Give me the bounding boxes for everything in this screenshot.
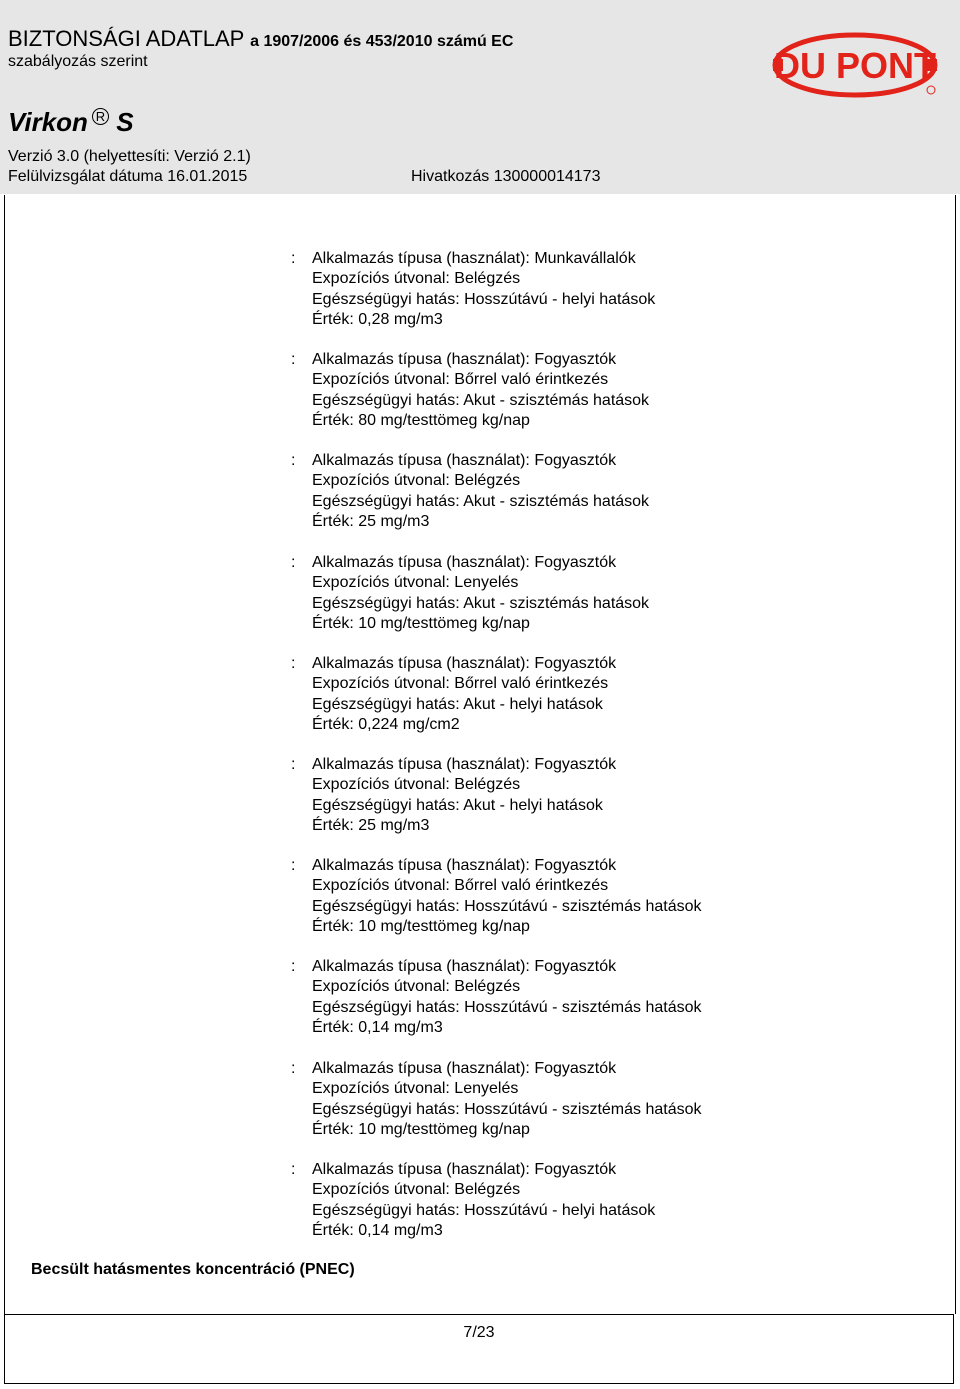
entry-value: Érték: 10 mg/testtömeg kg/nap [312,1120,530,1138]
entry-value: Érték: 80 mg/testtömeg kg/nap [312,411,530,429]
entry-value: Érték: 0,14 mg/m3 [312,1221,443,1239]
entry-exposure-route: Expozíciós útvonal: Lenyelés [312,574,519,592]
product-name [8,107,134,137]
product-name-main: Virkon [8,107,88,137]
entry-colon: : [291,250,296,267]
document-title [8,26,513,55]
dupont-logo [771,32,941,98]
entry-usage-type: Alkalmazás típusa (használat): Fogyasztók [312,857,617,874]
entry-value: Érték: 0,14 mg/m3 [312,1018,443,1036]
entry-value: Érték: 10 mg/testtömeg kg/nap [312,614,530,632]
entry-colon: : [291,958,296,975]
entry-health-effect: Egészségügyi hatás: Akut - szisztémás hatások [312,492,650,510]
entry-usage-type: Alkalmazás típusa (használat): Fogyasztók [312,1161,617,1178]
entry-colon: : [291,756,296,773]
entry-usage-type: Alkalmazás típusa (használat): Fogyasztók [312,452,617,469]
entry-value: Érték: 0,28 mg/m3 [312,310,443,328]
logo-text: DU PONT [774,45,936,86]
document-subtitle: szabályozás szerint [8,53,148,70]
entry-exposure-route: Expozíciós útvonal: Bőrrel való érintkezés [312,371,609,389]
entry-exposure-route: Expozíciós útvonal: Belégzés [312,776,521,794]
entry-health-effect: Egészségügyi hatás: Hosszútávú - helyi hatások [312,290,656,308]
entry-usage-type: Alkalmazás típusa (használat): Fogyasztók [312,655,617,672]
entry-colon: : [291,554,296,571]
document-title-regulation: a 1907/2006 és 453/2010 számú EC [250,33,514,50]
entry-health-effect: Egészségügyi hatás: Akut - helyi hatások [312,695,603,713]
entry-exposure-route: Expozíciós útvonal: Belégzés [312,978,521,996]
page-footer [4,1314,954,1384]
entry-exposure-route: Expozíciós útvonal: Bőrrel való érintkezés [312,877,609,895]
entry-colon: : [291,452,296,469]
entry-exposure-route: Expozíciós útvonal: Belégzés [312,472,521,490]
entry-health-effect: Egészségügyi hatás: Akut - szisztémás hatások [312,594,650,612]
entry-colon: : [291,351,296,368]
entry-exposure-route: Expozíciós útvonal: Belégzés [312,270,521,288]
version-info: Verzió 3.0 (helyettesíti: Verzió 2.1) [8,148,251,165]
reference-number: Hivatkozás 130000014173 [411,168,601,185]
product-name-suffix: S [116,107,134,137]
registered-trademark-icon: R [92,108,109,125]
entry-usage-type: Alkalmazás típusa (használat): Fogyasztók [312,351,617,368]
entry-health-effect: Egészségügyi hatás: Akut - helyi hatások [312,796,603,814]
entry-health-effect: Egészségügyi hatás: Hosszútávú - szisztémás hatások [312,897,702,915]
entry-colon: : [291,1060,296,1077]
entry-usage-type: Alkalmazás típusa (használat): Fogyasztók [312,1060,617,1077]
entry-usage-type: Alkalmazás típusa (használat): Fogyasztók [312,756,617,773]
document-title-main: BIZTONSÁGI ADATLAP [8,26,244,51]
entry-colon: : [291,1161,296,1178]
pnec-section-heading: Becsült hatásmentes koncentráció (PNEC) [31,1261,355,1278]
entry-usage-type: Alkalmazás típusa (használat): Fogyasztók [312,554,617,571]
entry-value: Érték: 25 mg/m3 [312,816,430,834]
entry-health-effect: Egészségügyi hatás: Hosszútávú - szisztémás hatások [312,1100,702,1118]
document-header [0,0,960,194]
entry-colon: : [291,857,296,874]
entry-value: Érték: 0,224 mg/cm2 [312,715,460,733]
entry-usage-type: Alkalmazás típusa (használat): Fogyasztók [312,958,617,975]
entry-value: Érték: 25 mg/m3 [312,512,430,530]
entry-health-effect: Egészségügyi hatás: Hosszútávú - helyi hatások [312,1201,656,1219]
entry-usage-type: Alkalmazás típusa (használat): Munkavállalók [312,250,636,267]
entry-value: Érték: 10 mg/testtömeg kg/nap [312,917,530,935]
review-date: Felülvizsgálat dátuma 16.01.2015 [8,168,248,185]
entry-exposure-route: Expozíciós útvonal: Lenyelés [312,1080,519,1098]
entry-health-effect: Egészségügyi hatás: Akut - szisztémás hatások [312,391,650,409]
entry-health-effect: Egészségügyi hatás: Hosszútávú - szisztémás hatások [312,998,702,1016]
page-number: 7/23 [463,1324,495,1341]
entry-exposure-route: Expozíciós útvonal: Bőrrel való érintkezés [312,675,609,693]
entry-colon: : [291,655,296,672]
entry-exposure-route: Expozíciós útvonal: Belégzés [312,1181,521,1199]
